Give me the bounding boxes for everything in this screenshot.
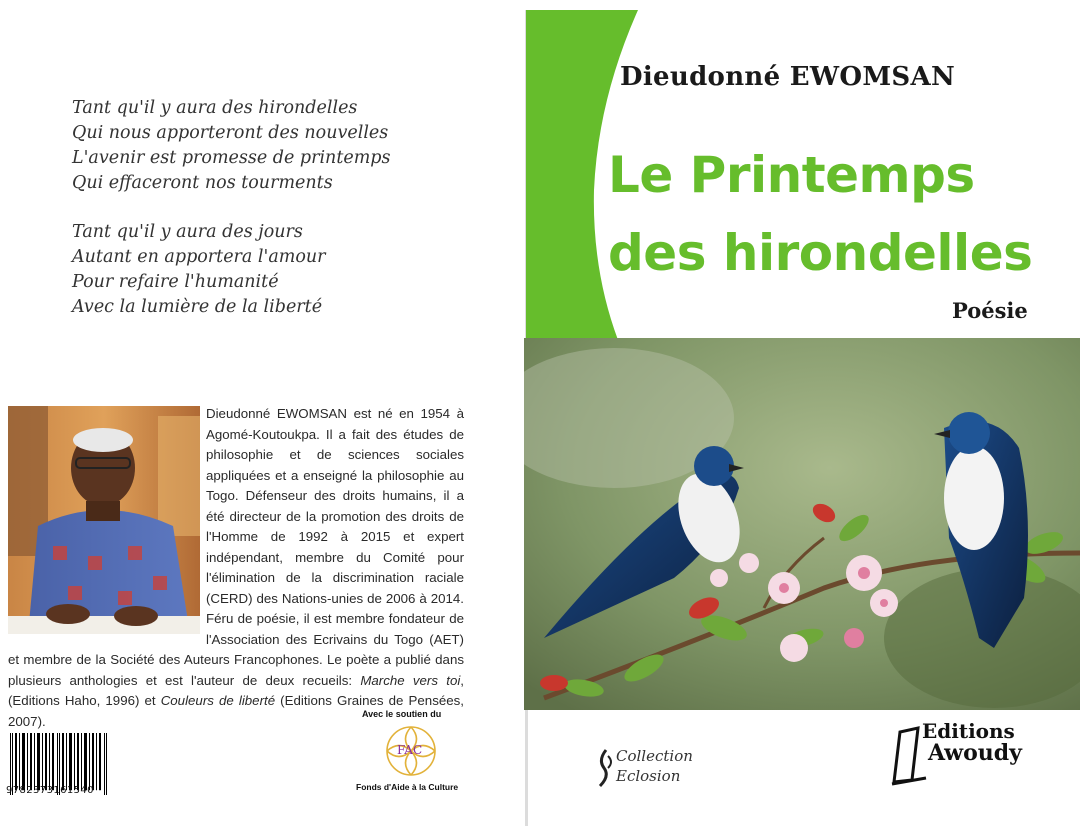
publisher-name: [922, 720, 1022, 764]
poem-stanza-1: [72, 96, 492, 196]
collection-name: [616, 746, 693, 786]
collection-line-2: Eclosion: [616, 767, 681, 785]
poem-line: Tant qu'il y aura des jours: [72, 222, 303, 242]
collection-line-1: Collection: [616, 747, 693, 765]
poem-line: Pour refaire l'humanité: [72, 272, 279, 292]
bio-text: Dieudonné EWOMSAN est né en 1954 à Agomé-Koutoukpa. Il a fait des études de philosophie et de sciences sociales appliquées et a enseigné la philosophie au Togo. Défenseur des droits humains, il a été directeur de la promotion des droits de l'Homme de 1992 à 2015 et expert indépendant, membre du Comité pour l'élimination de la discrimination raciale (CERD) des Nations-unies de 2006 à 2014. Féru de poésie, il est membre fondateur de l'Association des Ecrivains du Togo (AET) et membre de la Société des Auteurs Francophones. Le poète a publié dans plusieurs anthologies et est l'auteur de deux recueils:: [8, 406, 464, 688]
fac-caption: Fonds d'Aide à la Culture: [356, 782, 459, 792]
isbn-number: 9782373161540: [6, 785, 94, 796]
support-label: Avec le soutien du: [362, 709, 442, 719]
bio-book-detail-1: , (Editions Haho, 1996) et: [8, 672, 464, 708]
bio-book-title-2: Couleurs de liberté: [160, 693, 276, 708]
back-cover-poem: [72, 96, 492, 344]
poem-line: Tant qu'il y aura des hirondelles: [72, 98, 358, 118]
book-title-line-2: des hirondelles: [608, 224, 1033, 282]
book-title: [608, 136, 1032, 292]
poem-line: Qui nous apporteront des nouvelles: [72, 123, 389, 143]
publisher-line-2: Awoudy: [928, 740, 1022, 766]
book-title-line-1: Le Printemps: [608, 146, 975, 204]
poem-line: L'avenir est promesse de printemps: [72, 148, 391, 168]
swallows-illustration: [524, 338, 1080, 710]
collection-logo-icon: [592, 748, 616, 788]
poem-line: Autant en apportera l'amour: [72, 247, 326, 267]
author-biography: [8, 404, 464, 732]
bio-book-title-1: Marche vers toi: [360, 672, 461, 688]
publisher-line-1: Editions: [922, 719, 1015, 743]
poem-line: Avec la lumière de la liberté: [72, 297, 323, 317]
poem-stanza-2: [72, 220, 492, 320]
genre-label: Poésie: [952, 298, 1028, 323]
cover-author-name: Dieudonné EWOMSAN: [620, 62, 956, 92]
bio-book-detail-2: (Editions Graines de Pensées, 2007).: [8, 693, 464, 729]
fac-logo-text: FAC: [397, 743, 423, 757]
poem-line: Qui effaceront nos tourments: [72, 173, 333, 193]
cover-photo-swallows: [524, 338, 1080, 710]
photo-spacer: [8, 404, 206, 636]
